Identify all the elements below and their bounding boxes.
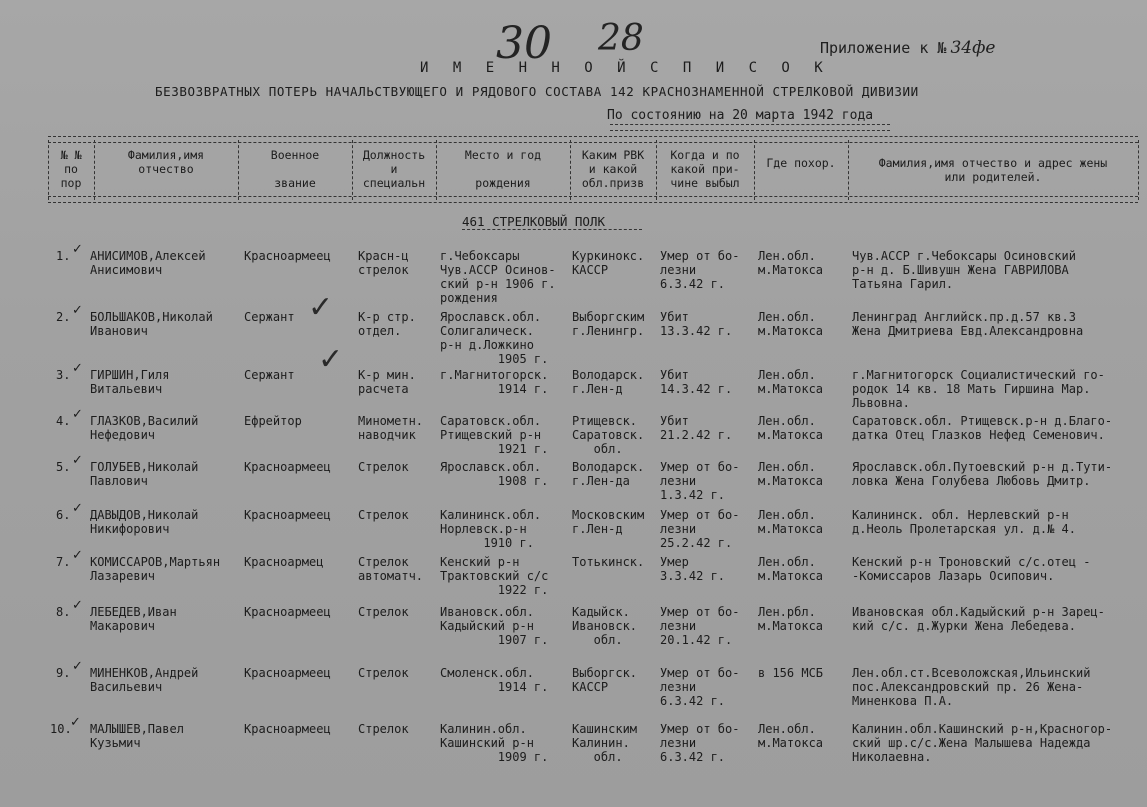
date-cause [660,555,725,583]
draft-office-line: г.Лен-д [572,522,623,536]
relatives-address [852,414,1112,442]
as-of-underline [610,124,890,131]
birthplace-year-line: Чув.АССР Осинов- [440,263,556,277]
date-cause-line: Умер от бо- [660,508,740,522]
position [358,414,423,442]
birthplace-year [440,249,556,305]
person-name-line: Васильевич [90,680,163,694]
person-name-line: Анисимович [90,263,163,277]
military-rank: Ефрейтор [244,414,302,428]
person-name-line: МАЛЫШЕВ,Павел [90,722,184,736]
draft-office-line: Кадыйск. [572,605,630,619]
birthplace-year-line: г.Магнитогорск. [440,368,549,382]
position [358,605,409,619]
draft-office [572,310,644,338]
burial-place-line: Лен.обл. [758,310,816,324]
relatives-address-line: ловка Жена Голубева Любовь Дмитр. [852,474,1091,488]
date-cause-line: 13.3.42 г. [660,324,733,338]
column-separator [48,140,49,200]
burial-place-line: м.Матокса [758,736,824,750]
person-name-line: КОМИССАРОВ,Мартьян [90,555,221,569]
draft-office-line: Ивановск. [572,619,638,633]
check-mark-icon: ✓ [72,242,83,257]
burial-place-line: Лен.обл. [758,555,816,569]
date-cause-line: Убит [660,414,689,428]
date-cause-line: 6.3.42 г. [660,277,726,291]
date-cause-line: 21.2.42 г. [660,428,733,442]
date-cause-line: 3.3.42 г. [660,569,726,583]
row-number: 9. [56,666,71,680]
draft-office [572,460,644,488]
draft-office-line: Володарск. [572,460,645,474]
date-cause [660,460,739,502]
birthplace-year-line: р-н д.Ложкино [440,338,534,352]
column-separator [238,140,239,200]
position [358,722,409,736]
burial-place-line: м.Матокса [758,428,824,442]
position-line: К-р стр. [358,310,416,324]
check-mark-icon: ✓ [72,501,83,516]
person-name-line: ГИРШИН,Гиля [90,368,170,382]
person-name-line: Макарович [90,619,156,633]
document-subtitle: БЕЗВОЗВРАТНЫХ ПОТЕРЬ НАЧАЛЬСТВУЮЩЕГО И РЯДОВОГО СОСТАВА 142 КРАСНОЗНАМЕННОЙ СТРЕЛКОВОЙ ДИВИЗИИ [155,84,919,99]
draft-office-line: обл. [572,442,623,456]
birthplace-year-line: 1914 г. [440,680,549,694]
draft-office-line: обл. [572,633,623,647]
date-cause [660,310,732,338]
person-name [90,666,198,694]
date-cause-line: Умер от бо- [660,460,740,474]
relatives-address [852,508,1076,536]
person-name [90,555,220,583]
draft-office-line: г.Лен-д [572,382,623,396]
position [358,310,416,338]
check-mark-icon: ✓ [72,407,83,422]
position-line: Стрелок [358,722,409,736]
birthplace-year-line: Калининск.обл. [440,508,542,522]
person-name [90,460,198,488]
date-cause-line: лезни [660,619,697,633]
row-number: 1. [56,249,71,263]
relatives-address-line: Калининск. обл. Нерлевский р-н [852,508,1069,522]
position [358,555,423,583]
header-num: № № по пор [60,148,82,190]
relatives-address [852,310,1083,338]
handwritten-number-2: 28 [598,18,644,59]
military-rank: Красноармеец [244,249,331,263]
relatives-address-line: Калинин.обл.Кашинский р-н,Красногор- [852,722,1113,736]
birthplace-year [440,414,548,456]
header-bottom-rule [48,196,1138,203]
date-cause-line: 25.2.42 г. [660,536,733,550]
person-name [90,249,206,277]
burial-place-line: м.Матокса [758,619,824,633]
position-line: стрелок [358,263,409,277]
birthplace-year-line: Калинин.обл. [440,722,527,736]
position-line: Стрелок [358,666,409,680]
position-line: Стрелок [358,605,409,619]
column-separator [848,140,849,200]
relatives-address [852,368,1105,410]
military-rank: Красноармеец [244,605,331,619]
birthplace-year [440,508,541,550]
birthplace-year-line: 1910 г. [440,536,534,550]
date-cause [660,722,739,764]
person-name-line: АНИСИМОВ,Алексей [90,249,206,263]
column-separator [1138,140,1139,200]
date-cause-line: Убит [660,368,689,382]
draft-office [572,722,637,764]
person-name-line: БОЛЬШАКОВ,Николай [90,310,213,324]
attachment-label: Приложение к № [820,39,947,57]
person-name-line: МИНЕНКОВ,Андрей [90,666,199,680]
regiment-underline [462,229,642,232]
person-name-line: Нефедович [90,428,156,442]
date-cause [660,605,739,647]
position-line: К-р мин. [358,368,416,382]
relatives-address-line: Миненкова П.А. [852,694,954,708]
relatives-address-line: Львовна. [852,396,910,410]
as-of-date: По состоянию на 20 марта 1942 года [607,108,874,123]
column-separator [754,140,755,200]
person-name-line: Кузьмич [90,736,141,750]
birthplace-year [440,605,548,647]
header-name: Фамилия,имя отчество [127,148,205,176]
date-cause-line: лезни [660,263,697,277]
date-cause-line: Убит [660,310,689,324]
person-name-line: Витальевич [90,382,163,396]
birthplace-year-line: Саратовск.обл. [440,414,542,428]
draft-office-line: КАССР [572,680,609,694]
birthplace-year [440,666,548,694]
burial-place-line: Лен.обл. [758,722,816,736]
check-mark-icon: ✓ [72,361,83,376]
relatives-address-line: Ивановская обл.Кадыйский р-н Зарец- [852,605,1105,619]
row-number: 8. [56,605,71,619]
draft-office-line: г.Лен-да [572,474,630,488]
date-cause-line: лезни [660,474,697,488]
burial-place-line: Лен.рбл. [758,605,816,619]
birthplace-year-line: Кенский р-н [440,555,520,569]
relatives-address [852,605,1105,633]
header-when: Когда и по какой при- чине выбыл [670,148,740,190]
position-line: Красн-ц [358,249,409,263]
draft-office [572,249,644,277]
check-mark-icon: ✓ [72,303,83,318]
position-line: автоматч. [358,569,424,583]
person-name-line: Никифорович [90,522,170,536]
birthplace-year-line: Кашинский р-н [440,736,534,750]
birthplace-year-line: Кадыйский р-н [440,619,534,633]
position-line: Стрелок [358,555,409,569]
person-name-line: ДАВЫДОВ,Николай [90,508,199,522]
burial-place-line: м.Матокса [758,522,824,536]
date-cause-line: Умер от бо- [660,722,740,736]
birthplace-year-line: 1905 г. [440,352,549,366]
birthplace-year-line: г.Чебоксары [440,249,520,263]
relatives-address-line: Ленинград Английск.пр.д.57 кв.3 [852,310,1076,324]
person-name-line: Павлович [90,474,148,488]
row-number: 7. [56,555,71,569]
date-cause-line: 6.3.42 г. [660,750,726,764]
draft-office [572,605,637,647]
relatives-address-line: -Комиссаров Лазарь Осипович. [852,569,1055,583]
person-name [90,368,169,396]
draft-office-line: Кашинским [572,722,638,736]
draft-office-line: Саратовск. [572,428,645,442]
draft-office-line: Выборгским [572,310,645,324]
position [358,460,409,474]
draft-office-line: Тотькинск. [572,555,645,569]
relatives-address-line: Лен.обл.ст.Всеволожская,Ильинский [852,666,1091,680]
burial-place-line: Лен.обл. [758,368,816,382]
relatives-address-line: Николаевна. [852,750,932,764]
position-line: отдел. [358,324,402,338]
relatives-address-line: пос.Александровский пр. 26 Жена- [852,680,1084,694]
birthplace-year-line: Солигалическ. [440,324,534,338]
relatives-address-line: датка Отец Глазков Нефед Семенович. [852,428,1105,442]
burial-place [758,666,823,680]
date-cause-line: 14.3.42 г. [660,382,733,396]
relatives-address [852,555,1090,583]
draft-office [572,368,644,396]
position-line: Минометн. [358,414,424,428]
date-cause [660,249,739,291]
position [358,508,409,522]
birthplace-year-line: Ртищевский р-н [440,428,542,442]
person-name [90,722,184,750]
birthplace-year-line: Ивановск.обл. [440,605,534,619]
date-cause-line: лезни [660,736,697,750]
attachment-note [820,38,995,58]
date-cause-line: Умер от бо- [660,605,740,619]
header-top-rule [48,136,1138,143]
military-rank: Сержант [244,310,295,324]
check-mark-icon: ✓ [72,548,83,563]
header-rvk: Каким РВК и какой обл.призв [581,148,645,190]
military-rank: Сержант [244,368,295,382]
draft-office [572,508,644,536]
burial-place-line: Лен.обл. [758,508,816,522]
burial-place [758,368,823,396]
handwritten-number-1: 30 [496,18,552,69]
draft-office-line: Московским [572,508,645,522]
burial-place-line: Лен.обл. [758,460,816,474]
position [358,666,409,680]
burial-place [758,605,823,633]
position-line: расчета [358,382,409,396]
birthplace-year [440,368,548,396]
birthplace-year-line: 1907 г. [440,633,549,647]
burial-place [758,414,823,442]
relatives-address-line: д.Неоль Пролетарская ул. д.№ 4. [852,522,1076,536]
birthplace-year-line: Норлевск.р-н [440,522,527,536]
birthplace-year-line: рождения [440,291,498,305]
date-cause-line: 20.1.42 г. [660,633,733,647]
relatives-address [852,722,1112,764]
regiment-heading: 461 СТРЕЛКОВЫЙ ПОЛК [462,214,605,229]
date-cause-line: лезни [660,522,697,536]
relatives-address-line: Ярославск.обл.Путоевский р-н д.Тути- [852,460,1113,474]
check-mark-icon: ✓ [72,453,83,468]
military-rank: Красноармеец [244,666,331,680]
draft-office-line: Куркинокс. [572,249,645,263]
birthplace-year [440,722,548,764]
person-name-line: Иванович [90,324,148,338]
check-mark-icon: ✓ [72,598,83,613]
check-mark-icon: ✓ [72,659,83,674]
draft-office-line: КАССР [572,263,609,277]
date-cause [660,508,739,550]
military-rank: Красноармеец [244,508,331,522]
birthplace-year-line: 1909 г. [440,750,549,764]
draft-office [572,414,644,456]
relatives-address-line: Саратовск.обл. Ртищевск.р-н д.Благо- [852,414,1113,428]
draft-office [572,555,644,569]
person-name-line: ГОЛУБЕВ,Николай [90,460,199,474]
burial-place-line: м.Матокса [758,474,824,488]
burial-place-line: м.Матокса [758,382,824,396]
relatives-address-line: ский шр.с/с.Жена Малышева Надежда [852,736,1091,750]
draft-office [572,666,637,694]
date-cause [660,666,739,708]
row-number: 4. [56,414,71,428]
row-number: 6. [56,508,71,522]
date-cause [660,414,732,442]
row-number: 3. [56,368,71,382]
burial-place [758,555,823,583]
draft-office-line: г.Ленингр. [572,324,645,338]
date-cause [660,368,732,396]
person-name-line: ГЛАЗКОВ,Василий [90,414,199,428]
military-rank: Красноармеец [244,460,331,474]
draft-office-line: Ртищевск. [572,414,638,428]
date-cause-line: 6.3.42 г. [660,694,726,708]
draft-office-line: обл. [572,750,623,764]
relatives-address-line: кий с/с. д.Журки Жена Лебедева. [852,619,1076,633]
birthplace-year-line: 1914 г. [440,382,549,396]
relatives-address-line: Кенский р-н Троновский с/с.отец - [852,555,1091,569]
date-cause-line: Умер [660,555,689,569]
person-name [90,310,213,338]
birthplace-year-line: Трактовский с/с [440,569,549,583]
row-number: 2. [56,310,71,324]
burial-place-line: м.Матокса [758,263,824,277]
handwritten-check-mark: ✓ [318,342,344,377]
birthplace-year-line: 1921 г. [440,442,549,456]
birthplace-year-line: ский р-н 1906 г. [440,277,556,291]
person-name-line: Лазаревич [90,569,156,583]
date-cause-line: лезни [660,680,697,694]
military-rank: Красноармеец [244,722,331,736]
position-line: наводчик [358,428,416,442]
relatives-address-line: Жена Дмитриева Евд.Александровна [852,324,1084,338]
birthplace-year-line: Ярославск.обл. [440,310,542,324]
person-name [90,414,198,442]
row-number: 10. [50,722,72,736]
header-relatives: Фамилия,имя отчество и адрес жены или родителей. [878,156,1108,184]
relatives-address [852,460,1112,488]
person-name [90,605,177,633]
birthplace-year-line: 1922 г. [440,583,549,597]
date-cause-line: 1.3.42 г. [660,488,726,502]
draft-office-line: Выборгск. [572,666,638,680]
birthplace-year-line: Смоленск.обл. [440,666,534,680]
position-line: Стрелок [358,460,409,474]
column-separator [94,140,95,200]
burial-place-line: в 156 МСБ [758,666,824,680]
birthplace-year-line: Ярославск.обл. [440,460,542,474]
birthplace-year-line: 1908 г. [440,474,549,488]
position [358,368,416,396]
position-line: Стрелок [358,508,409,522]
burial-place-line: Лен.обл. [758,414,816,428]
row-number: 5. [56,460,71,474]
relatives-address-line: р-н д. Б.Шивушн Жена ГАВРИЛОВА [852,263,1069,277]
person-name-line: ЛЕБЕДЕВ,Иван [90,605,177,619]
relatives-address [852,666,1090,708]
relatives-address-line: г.Магнитогорск Социалистический го- [852,368,1105,382]
burial-place [758,249,823,277]
header-position: Должность и специальн [362,148,426,190]
relatives-address [852,249,1076,291]
header-rank: Военное звание [270,148,320,190]
relatives-address-line: родок 14 кв. 18 Мать Гиршина Мар. [852,382,1091,396]
burial-place [758,722,823,750]
burial-place [758,460,823,488]
military-rank: Красноармец [244,555,324,569]
draft-office-line: Володарск. [572,368,645,382]
birthplace-year [440,555,548,597]
birthplace-year [440,310,548,366]
person-name [90,508,198,536]
header-birth: Место и год рождения [464,148,542,190]
document-title: И М Е Н Н О Й С П И С О К [420,60,831,76]
burial-place-line: Лен.обл. [758,249,816,263]
date-cause-line: Умер от бо- [660,666,740,680]
check-mark-icon: ✓ [70,715,81,730]
burial-place-line: м.Матокса [758,324,824,338]
attachment-number: 34фе [950,38,996,58]
position [358,249,409,277]
header-burial: Где похор. [766,156,836,170]
date-cause-line: Умер от бо- [660,249,740,263]
burial-place [758,310,823,338]
relatives-address-line: Татьяна Гарил. [852,277,954,291]
birthplace-year [440,460,548,488]
draft-office-line: Калинин. [572,736,630,750]
burial-place-line: м.Матокса [758,569,824,583]
handwritten-check-mark: ✓ [308,290,334,325]
burial-place [758,508,823,536]
relatives-address-line: Чув.АССР г.Чебоксары Осиновский [852,249,1076,263]
